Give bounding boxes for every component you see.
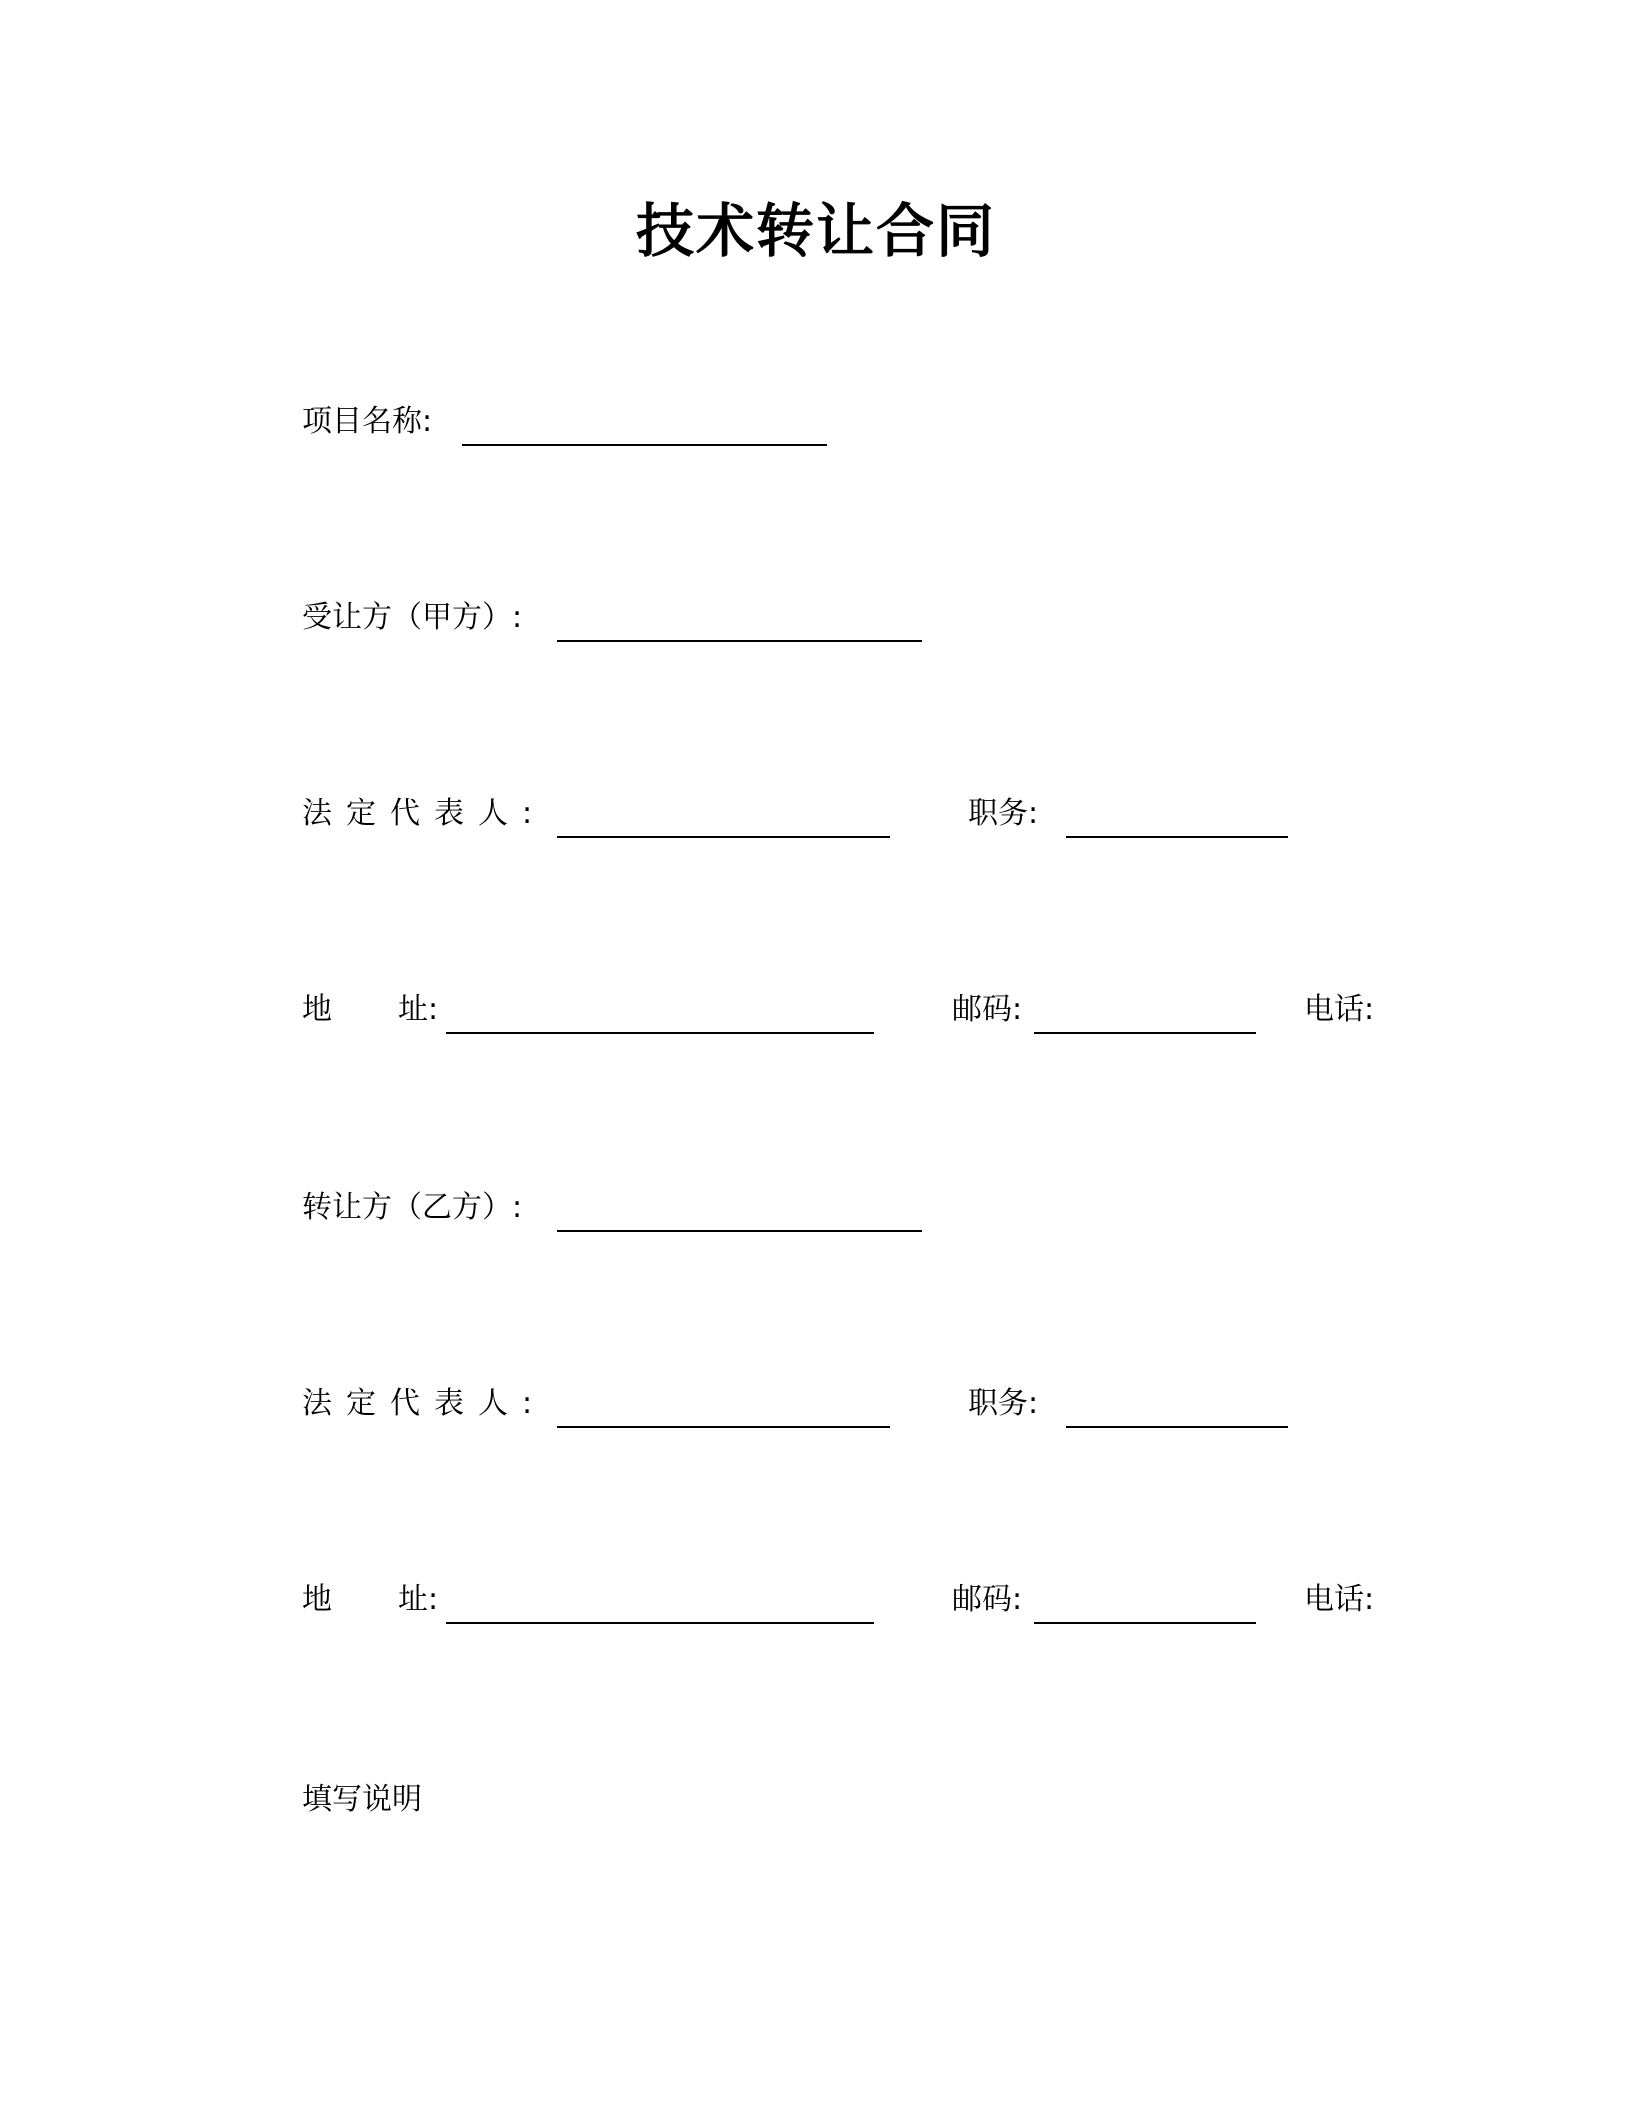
party-b-legal-rep-label: 法定代表人: — [302, 1386, 547, 1421]
project-name-row — [302, 402, 1402, 446]
party-b-field[interactable] — [557, 1230, 922, 1232]
party-a-postcode-label: 邮码: — [952, 992, 1023, 1027]
project-name-field[interactable] — [462, 444, 827, 446]
party-b-address-field[interactable] — [446, 1622, 874, 1624]
party-b-address-label-2: 址: — [398, 1582, 439, 1617]
party-a-legal-rep-row — [302, 794, 1402, 838]
party-b-legal-rep-field[interactable] — [557, 1426, 890, 1428]
party-b-label: 转让方（乙方）: — [302, 1190, 523, 1225]
party-a-legal-rep-field[interactable] — [557, 836, 890, 838]
party-a-legal-rep-label: 法定代表人: — [302, 796, 547, 831]
party-b-phone-label: 电话: — [1304, 1582, 1375, 1617]
party-a-phone-label: 电话: — [1304, 992, 1375, 1027]
party-b-address-row — [302, 1580, 1402, 1624]
project-name-label: 项目名称: — [302, 404, 433, 439]
party-a-address-field[interactable] — [446, 1032, 874, 1034]
party-a-position-field[interactable] — [1066, 836, 1288, 838]
party-a-row — [302, 598, 1402, 642]
document-title: 技术转让合同 — [635, 197, 996, 265]
party-b-position-label: 职务: — [968, 1386, 1039, 1421]
party-b-row — [302, 1188, 1402, 1232]
party-b-legal-rep-row — [302, 1384, 1402, 1428]
party-a-address-row — [302, 990, 1402, 1034]
party-a-address-label-1: 地 — [302, 992, 332, 1027]
party-a-field[interactable] — [557, 640, 922, 642]
filling-instructions-heading: 填写说明 — [302, 1782, 422, 1817]
party-a-address-label-2: 址: — [398, 992, 439, 1027]
party-b-postcode-field[interactable] — [1034, 1622, 1256, 1624]
party-b-address-label-1: 地 — [302, 1582, 332, 1617]
party-a-position-label: 职务: — [968, 796, 1039, 831]
party-b-postcode-label: 邮码: — [952, 1582, 1023, 1617]
party-a-postcode-field[interactable] — [1034, 1032, 1256, 1034]
party-a-label: 受让方（甲方）: — [302, 600, 523, 635]
party-b-position-field[interactable] — [1066, 1426, 1288, 1428]
